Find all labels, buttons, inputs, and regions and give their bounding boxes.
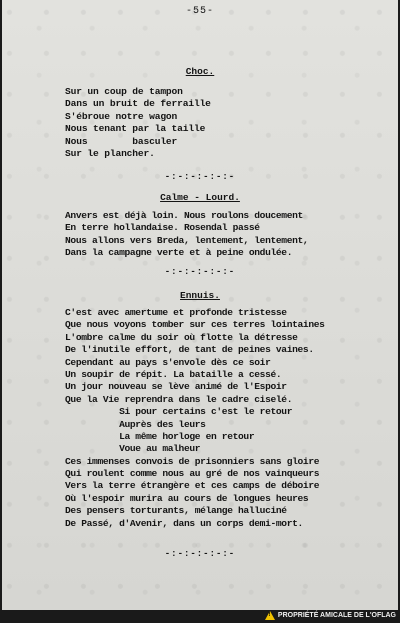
footer-label: PROPRIÉTÉ AMICALE DE L'OFLAG: [277, 612, 396, 619]
poem-line: Sur le plancher.: [65, 147, 155, 159]
page-number: -55-: [185, 6, 214, 17]
poem-line: Anvers est déjà loin. Nous roulons doucement: [65, 210, 303, 221]
warning-triangle-icon: [265, 611, 275, 620]
poem-line: Un soupir de répit. La bataille a cessé.: [65, 368, 282, 380]
stanza-ennuis: [65, 307, 325, 530]
poem-line: Nous tenant par la taille: [65, 123, 206, 135]
poem-line: De l'inutile effort, de tant de peines vaines.: [65, 344, 314, 356]
separator: -:-:-:-:-:-: [164, 172, 236, 182]
poem-line: Ces immenses convois de prisonniers sans gloire: [65, 455, 320, 467]
document-page: [2, 0, 398, 610]
poem-line: Dans la campagne verte et à peine ondulée.: [65, 247, 293, 259]
poem-line: C'est avec amertume et profonde tristesse: [65, 307, 287, 318]
section-title-ennuis: Ennuis.: [180, 290, 220, 301]
poem-line: Que la Vie reprendra dans le cadre ciselé.: [65, 393, 293, 405]
footer-bar: [0, 610, 400, 623]
separator: -:-:-:-:-:-: [164, 549, 236, 559]
poem-line: Nous basculer: [65, 135, 178, 147]
poem-line: De Passé, d'Avenir, dans un corps demi-mort.: [65, 517, 303, 529]
poem-line: Dans un bruit de ferraille: [65, 98, 211, 110]
ownership-notice: [265, 611, 396, 620]
stanza-choc: [65, 86, 211, 160]
stanza-calme: [65, 210, 308, 260]
poem-line: Vers la terre étrangère et ces camps de déboire: [65, 480, 320, 492]
poem-line: S'ébroue notre wagon: [65, 110, 178, 122]
section-title-calme: Calme - Lourd.: [160, 192, 240, 203]
poem-line: Où l'espoir murira au cours de longues heures: [65, 492, 309, 504]
poem-line: Qui roulent comme nous au gré de nos vainqueurs: [65, 468, 320, 480]
poem-line: Si pour certains c'est le retour: [65, 406, 293, 418]
separator: -:-:-:-:-:-: [164, 267, 236, 277]
poem-line: Voue au malheur: [65, 443, 201, 455]
poem-line: Nous allons vers Breda, lentement, lentement,: [65, 234, 309, 246]
poem-line: Cependant au pays s'envole dès ce soir: [65, 356, 271, 368]
poem-line: Auprès des leurs: [65, 418, 206, 430]
poem-line: L'ombre calme du soir où flotte la détresse: [65, 331, 298, 343]
poem-line: En terre hollandaise. Rosendal passé: [65, 222, 260, 234]
poem-line: Des pensers torturants, mélange halluciné: [65, 505, 287, 517]
poem-line: Que nous voyons tomber sur ces terres lointaines: [65, 319, 325, 331]
poem-line: Un jour nouveau se lève animé de l'Espoir: [65, 381, 287, 393]
section-title-choc: Choc.: [185, 66, 215, 77]
poem-line: La même horloge en retour: [65, 430, 255, 442]
poem-line: Sur un coup de tampon: [65, 86, 183, 97]
